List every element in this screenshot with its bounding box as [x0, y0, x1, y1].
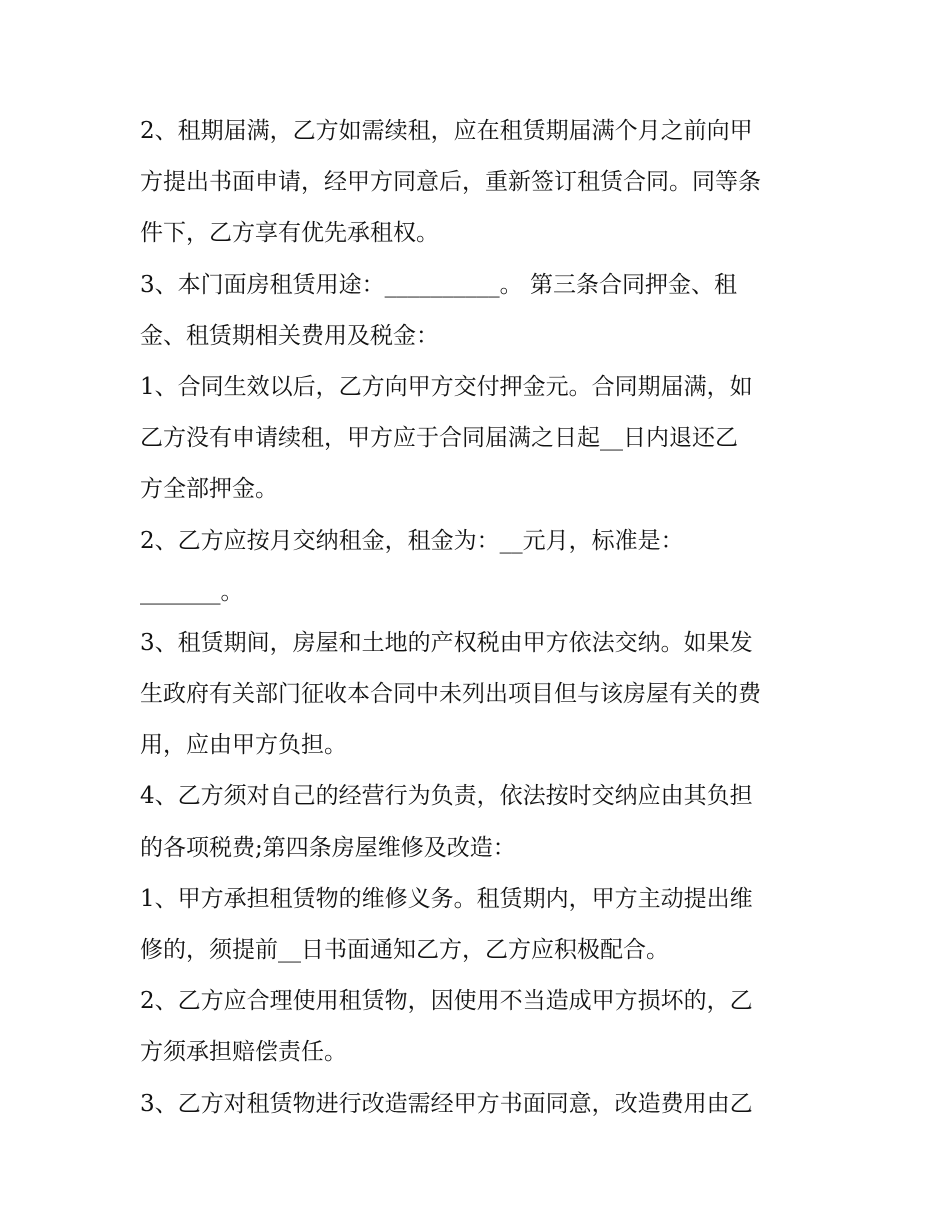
- text-line: 方须承担赔偿责任。: [140, 1039, 347, 1066]
- text-line: 4、乙方须对自己的经营行为负责，依法按时交纳应由其负担: [140, 783, 753, 810]
- text-line: 3、乙方对租赁物进行改造需经甲方书面同意，改造费用由乙: [140, 1090, 753, 1117]
- text-line: 件下，乙方享有优先承租权。: [140, 220, 439, 247]
- text-line: 乙方没有申请续租，甲方应于合同届满之日起__日内退还乙: [140, 425, 738, 452]
- text-line: 的各项税费;第四条房屋维修及改造：: [140, 834, 516, 861]
- text-line: 1、合同生效以后，乙方向甲方交付押金元。合同期届满，如: [140, 373, 753, 400]
- text-line: 方全部押金。: [140, 476, 278, 503]
- document-body: [140, 106, 830, 1130]
- text-line: 2、乙方应按月交纳租金，租金为：__元月，标准是：: [140, 527, 684, 554]
- text-line: 方提出书面申请，经甲方同意后，重新签订租赁合同。同等条: [140, 169, 761, 196]
- text-line: 用，应由甲方负担。: [140, 732, 347, 759]
- text-line: 2、租期届满，乙方如需续租，应在租赁期届满个月之前向甲: [140, 118, 753, 144]
- text-line: 3、本门面房租赁用途：__________。 第三条合同押金、租: [140, 271, 737, 298]
- text-line: 3、租赁期间，房屋和土地的产权税由甲方依法交纳。如果发: [140, 629, 753, 656]
- text-line: 生政府有关部门征收本合同中未列出项目但与该房屋有关的费: [140, 681, 761, 708]
- text-line: 修的，须提前__日书面通知乙方，乙方应积极配合。: [140, 937, 669, 963]
- text-line: 金、租赁期相关费用及税金：: [140, 322, 439, 349]
- text-line: 2、乙方应合理使用租赁物，因使用不当造成甲方损坏的，乙: [140, 988, 753, 1015]
- text-line: _______。: [140, 578, 244, 605]
- text-line: 1、甲方承担租赁物的维修义务。租赁期内，甲方主动提出维: [140, 885, 753, 912]
